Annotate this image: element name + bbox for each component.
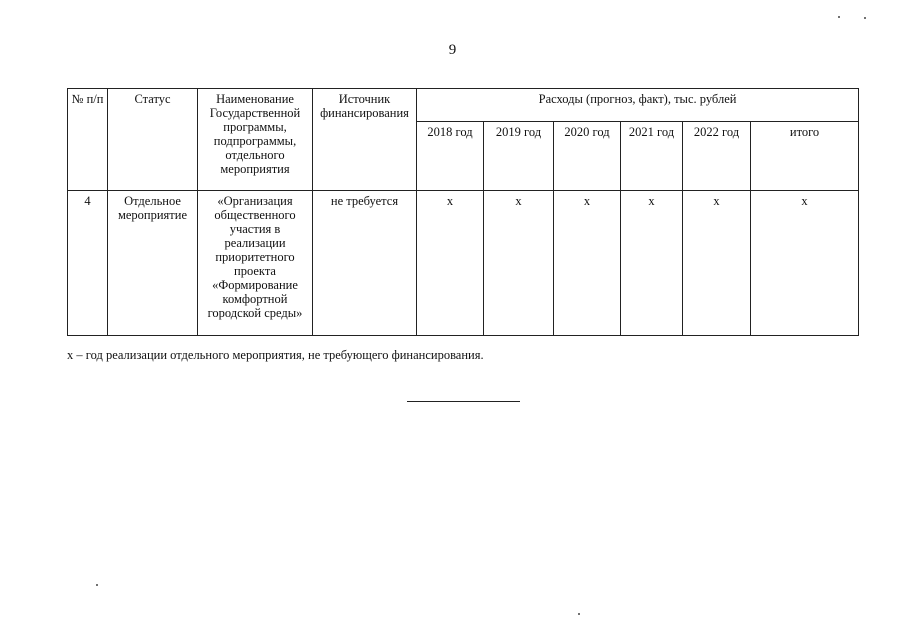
scan-speck — [578, 613, 580, 615]
cell-2021: х — [621, 191, 683, 336]
footnote: х – год реализации отдельного мероприятия, не требующего финансирования. — [67, 348, 484, 362]
scan-speck — [864, 17, 866, 19]
cell-2020: х — [554, 191, 621, 336]
end-rule — [407, 401, 520, 402]
table-header-row — [68, 89, 859, 122]
cell-2019: х — [484, 191, 554, 336]
header-status: Статус — [108, 89, 198, 191]
page-number: 9 — [448, 42, 457, 58]
header-year-2019: 2019 год — [484, 122, 554, 191]
cell-name: «Организация общественного участия в реализации приоритетного проекта «Формирование комфортной городской среды» — [198, 191, 313, 336]
budget-table — [67, 88, 859, 336]
table-row — [68, 191, 859, 336]
scan-speck — [838, 16, 840, 18]
cell-num: 4 — [68, 191, 108, 336]
cell-total: х — [751, 191, 859, 336]
header-name: Наименование Государственной программы, подпрограммы, отдельного мероприятия — [198, 89, 313, 191]
cell-2018: х — [417, 191, 484, 336]
cell-status: Отдельное мероприятие — [108, 191, 198, 336]
header-year-2022: 2022 год — [683, 122, 751, 191]
header-num: № п/п — [68, 89, 108, 191]
header-total: итого — [751, 122, 859, 191]
cell-source: не требуется — [313, 191, 417, 336]
header-year-2020: 2020 год — [554, 122, 621, 191]
header-year-2018: 2018 год — [417, 122, 484, 191]
cell-2022: х — [683, 191, 751, 336]
header-source: Источник финансирования — [313, 89, 417, 191]
scan-speck — [96, 584, 98, 586]
header-year-2021: 2021 год — [621, 122, 683, 191]
header-expenses: Расходы (прогноз, факт), тыс. рублей — [417, 89, 859, 122]
